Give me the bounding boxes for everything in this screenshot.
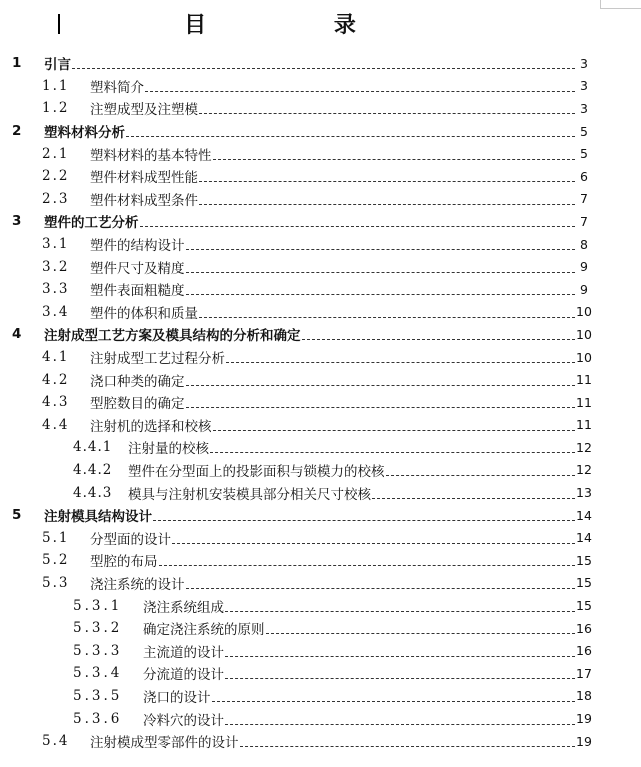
toc-entry[interactable] [0,459,600,482]
toc-entry-title: 浇口的设计 [143,689,211,706]
toc-page-number: 9 [580,281,588,297]
toc-entry-number: 5.1 [42,529,70,546]
toc-entry[interactable] [0,617,600,640]
toc-entry-title: 注射成型工艺方案及模具结构的分析和确定 [44,328,301,345]
toc-entry-title: 塑料材料的基本特性 [90,147,212,164]
toc-entry[interactable] [0,165,600,188]
toc-entry-number: 5.3.2 [73,620,123,637]
toc-entry[interactable] [0,662,600,685]
toc-leader-dots [145,90,575,92]
toc-entry-number: 4.2 [42,371,70,388]
toc-entry-title: 浇注系统的设计 [90,576,185,593]
toc-leader-dots [186,271,576,273]
toc-page-number: 3 [580,78,588,94]
toc-page-number: 3 [580,55,588,71]
toc-entry-title: 型腔的布局 [90,554,158,571]
toc-leader-dots [186,587,576,589]
toc-leader-dots [225,677,575,679]
toc-entry-title: 分流道的设计 [143,667,224,684]
toc-leader-dots [225,610,575,612]
toc-page-number: 11 [576,417,592,433]
page-title: 目 录 [184,13,416,38]
toc-entry-number: 5.3.6 [73,710,123,727]
toc-entry-number: 5 [12,507,22,524]
toc-entry-number: 3.1 [42,236,70,253]
toc-entry[interactable] [0,210,600,233]
toc-leader-dots [199,316,575,318]
toc-page-number: 16 [576,643,592,659]
toc-entry-number: 2.1 [42,145,70,162]
toc-entry-number: 1.1 [42,77,70,94]
toc-leader-dots [225,723,575,725]
toc-page-number: 5 [580,123,588,139]
toc-entry-title: 塑件的工艺分析 [44,215,139,232]
toc-entry[interactable] [0,685,600,708]
toc-entry-title: 分型面的设计 [90,531,171,548]
toc-leader-dots [186,384,576,386]
toc-entry-title: 注射成型工艺过程分析 [90,351,225,368]
toc-entry[interactable] [0,391,600,414]
toc-leader-dots [140,225,576,227]
toc-page-number: 10 [576,349,592,365]
toc-entry[interactable] [0,368,600,391]
toc-page-number: 15 [576,552,592,568]
toc-leader-dots [72,67,575,69]
toc-page-number: 13 [576,485,592,501]
toc-page-number: 3 [580,100,588,116]
toc-entry-number: 5.3.3 [73,642,123,659]
toc-entry-number: 2.2 [42,168,70,185]
toc-entry-title: 塑件的体积和质量 [90,305,198,322]
table-of-contents [0,52,600,752]
toc-entry-title: 浇注系统组成 [143,599,224,616]
toc-leader-dots [240,745,576,747]
toc-entry-number: 1.2 [42,100,70,117]
toc-page-number: 7 [580,191,588,207]
toc-entry-number: 2.3 [42,190,70,207]
toc-entry-title: 引言 [44,57,71,74]
toc-page-number: 19 [576,733,592,749]
toc-leader-dots [186,248,576,250]
toc-leader-dots [159,564,576,566]
toc-page-number: 12 [576,439,592,455]
toc-entry-title: 塑件材料成型性能 [90,170,198,187]
toc-entry-title: 塑料材料分析 [44,125,125,142]
toc-entry-title: 塑料简介 [90,79,144,96]
toc-entry[interactable] [0,481,600,504]
toc-entry-number: 4.4.1 [73,439,113,456]
toc-entry-title: 浇口种类的确定 [90,373,185,390]
toc-leader-dots [153,519,575,521]
toc-entry[interactable] [0,188,600,211]
toc-leader-dots [186,293,576,295]
toc-entry[interactable] [0,572,600,595]
page-corner-mark [600,0,641,9]
toc-page-number: 10 [576,304,592,320]
toc-leader-dots [126,135,575,137]
toc-entry[interactable] [0,346,600,369]
toc-entry-title: 塑件表面粗糙度 [90,283,185,300]
toc-page-number: 17 [576,665,592,681]
toc-leader-dots [199,180,575,182]
toc-entry[interactable] [0,594,600,617]
toc-page-number: 16 [576,620,592,636]
toc-entry-title: 塑件材料成型条件 [90,192,198,209]
toc-page-number: 15 [576,575,592,591]
toc-leader-dots [302,338,576,340]
toc-entry[interactable] [0,97,600,120]
toc-entry-number: 5.3.1 [73,597,123,614]
toc-entry-title: 冷料穴的设计 [143,712,224,729]
toc-entry-number: 5.3 [42,574,70,591]
toc-entry-title: 注射量的校核 [128,441,209,458]
toc-entry-title: 确定浇注系统的原则 [143,622,265,639]
toc-leader-dots [386,474,576,476]
toc-entry-number: 3.4 [42,303,70,320]
toc-entry-number: 5.3.4 [73,665,123,682]
toc-leader-dots [199,112,575,114]
toc-entry-number: 4.3 [42,394,70,411]
toc-page-number: 8 [580,236,588,252]
toc-page-number: 19 [576,711,592,727]
toc-leader-dots [199,203,575,205]
toc-leader-dots [210,451,575,453]
toc-entry-number: 4.1 [42,349,70,366]
toc-leader-dots [186,406,576,408]
toc-leader-dots [226,361,575,363]
toc-leader-dots [225,655,575,657]
toc-entry-number: 3 [12,213,22,230]
toc-page-number: 7 [580,213,588,229]
toc-entry[interactable] [0,120,600,143]
toc-entry-title: 型腔数目的确定 [90,396,185,413]
toc-page-number: 14 [576,507,592,523]
toc-page-number: 14 [576,530,592,546]
toc-entry-number: 4.4 [42,416,70,433]
toc-entry-title: 注射模具结构设计 [44,509,152,526]
toc-page-number: 12 [576,462,592,478]
toc-entry[interactable] [0,730,600,753]
toc-entry-number: 4 [12,326,22,343]
toc-entry-title: 模具与注射机安装模具部分相关尺寸校核 [128,486,371,503]
toc-leader-dots [212,700,576,702]
toc-page-number: 6 [580,168,588,184]
toc-page-number: 15 [576,598,592,614]
toc-entry[interactable] [0,436,600,459]
toc-entry-title: 塑件在分型面上的投影面积与锁模力的校核 [128,463,385,480]
toc-entry-number: 1 [12,55,22,72]
toc-leader-dots [266,632,576,634]
toc-entry-title: 主流道的设计 [143,644,224,661]
toc-leader-dots [213,158,576,160]
toc-entry[interactable] [0,301,600,324]
toc-entry[interactable] [0,233,600,256]
toc-entry-number: 3.2 [42,258,70,275]
toc-entry[interactable] [0,75,600,98]
toc-entry[interactable] [0,549,600,572]
toc-entry[interactable] [0,707,600,730]
toc-entry-number: 5.4 [42,733,70,750]
toc-entry[interactable] [0,323,600,346]
toc-page-number: 18 [576,688,592,704]
toc-page-number: 11 [576,372,592,388]
toc-entry[interactable] [0,526,600,549]
toc-leader-dots [372,497,575,499]
toc-page-number: 9 [580,259,588,275]
toc-entry-title: 注塑成型及注塑模 [90,102,198,119]
toc-entry-title: 塑件尺寸及精度 [90,260,185,277]
toc-entry[interactable] [0,639,600,662]
toc-entry[interactable] [0,52,600,75]
toc-entry-number: 2 [12,123,22,140]
toc-leader-dots [172,542,575,544]
toc-entry-number: 5.2 [42,552,70,569]
toc-page-number: 5 [580,146,588,162]
toc-entry-title: 注射模成型零部件的设计 [90,735,239,752]
toc-entry-number: 4.4.3 [73,484,113,501]
toc-leader-dots [213,429,576,431]
toc-entry-title: 注射机的选择和校核 [90,418,212,435]
toc-entry-number: 5.3.5 [73,687,123,704]
toc-page-number: 11 [576,394,592,410]
toc-entry-number: 3.3 [42,281,70,298]
toc-entry[interactable] [0,255,600,278]
toc-entry[interactable] [0,504,600,527]
toc-entry-number: 4.4.2 [73,461,113,478]
toc-page-number: 10 [576,326,592,342]
toc-entry[interactable] [0,142,600,165]
toc-entry[interactable] [0,414,600,437]
toc-entry-title: 塑件的结构设计 [90,238,185,255]
toc-entry[interactable] [0,278,600,301]
